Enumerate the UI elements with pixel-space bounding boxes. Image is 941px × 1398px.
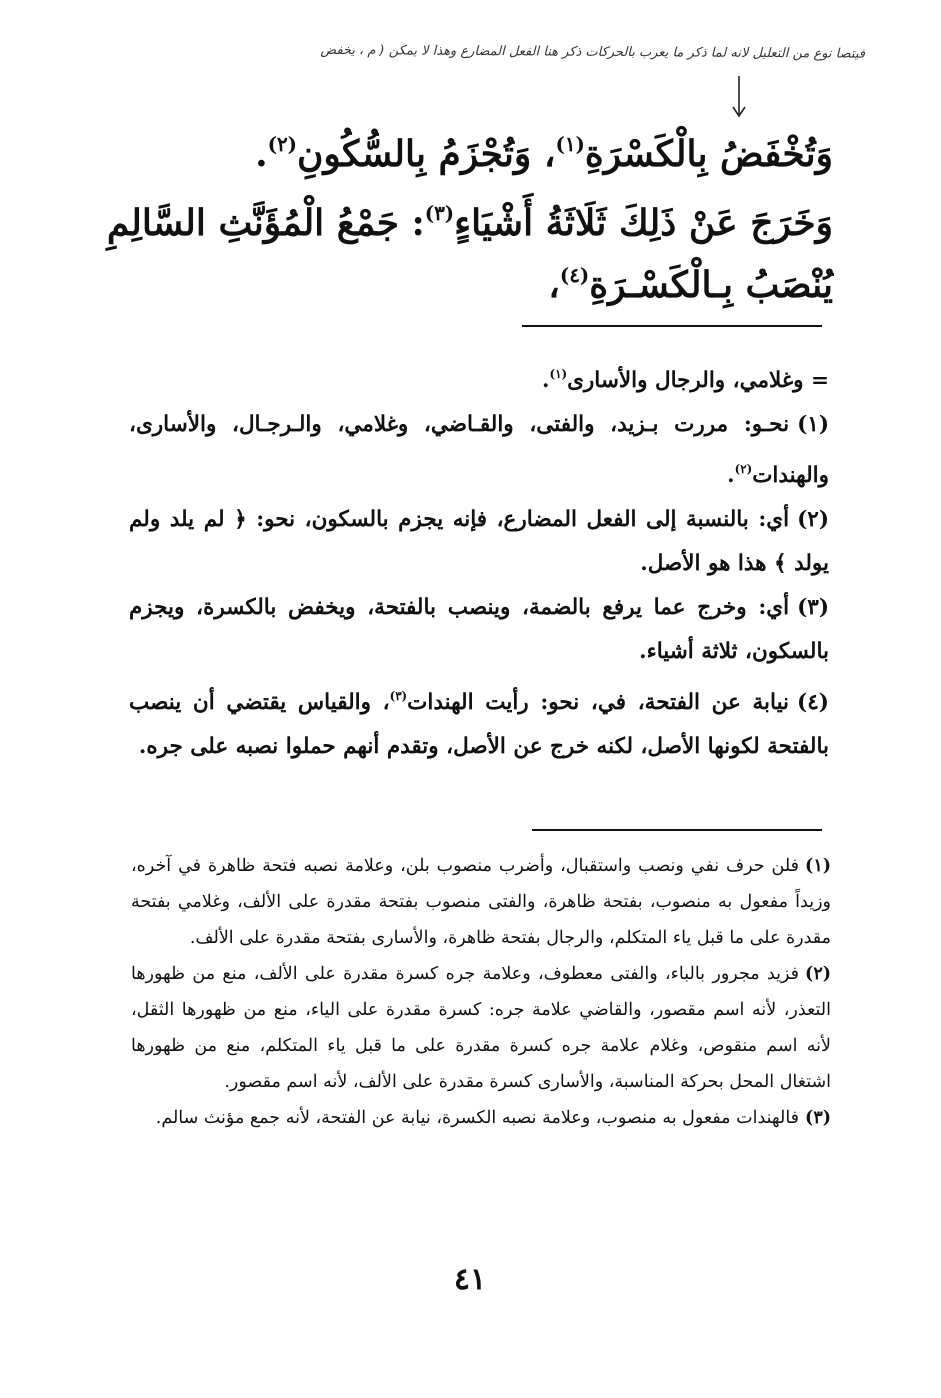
footnote-ref: (٤) xyxy=(559,263,590,287)
footnote-ref: (١) xyxy=(555,132,585,156)
footnote-number: (١) xyxy=(805,856,831,876)
main-text-segment: : جَمْعُ الْمُؤَنَّثِ السَّالِمِ xyxy=(106,201,425,244)
main-text-line-1 xyxy=(255,122,833,176)
page-number: ٤١ xyxy=(453,1262,487,1297)
main-text-line-2 xyxy=(107,191,833,245)
main-text-segment: ، وَتُجْزَمُ بِالسُّكُونِ xyxy=(296,132,556,175)
note-text: أي: وخرج عما يرفع بالضمة، وينصب بالفتحة، ويخفض بالكسرة، ويجزم بالسكون، ثلاثة أشياء. xyxy=(129,594,829,664)
note-text: أي: بالنسبة إلى الفعل المضارع، فإنه يجزم بالسكون، نحو: ﴿ لم يلد ولم يولد ﴾ هذا هو الأصل. xyxy=(129,506,829,576)
footnote-text: فلن حرف نفي ونصب واستقبال، وأضرب منصوب بلن، وعلامة نصبه فتحة ظاهرة في آخره، وزيداً مفعول به منصوب، بفتحة ظاهرة، والفتى منصوب بفتحة مقدرة على الألف، وغلامي بفتحة مقدرة على ما قبل ياء المتكلم، والرجال بفتحة ظاهرة، والأسارى بفتحة مقدرة على الألف. xyxy=(131,856,831,948)
divider-line xyxy=(532,829,822,831)
note-item xyxy=(129,674,829,769)
footnote-number: (٢) xyxy=(805,964,831,984)
main-text-segment: وَتُخْفَضُ بِالْكَسْرَةِ xyxy=(584,132,833,175)
note-number: (٢) xyxy=(797,506,829,532)
note-continuation xyxy=(129,352,829,403)
footnote-ref: (٢) xyxy=(267,132,297,156)
footnote-item xyxy=(131,1100,831,1136)
note-item xyxy=(129,403,829,498)
main-text-segment: ، xyxy=(548,263,560,306)
footnote-item xyxy=(131,956,831,1100)
note-text: = وغلامي، والرجال والأسارى xyxy=(567,367,829,393)
note-number: (٤) xyxy=(797,689,829,715)
note-item xyxy=(129,498,829,586)
commentary-notes xyxy=(129,352,829,769)
main-text-segment: وَخَرَجَ عَنْ ذَلِكَ ثَلَاثَةُ أَشْيَاءٍ xyxy=(454,201,833,244)
note-item xyxy=(129,586,829,674)
main-text-segment: . xyxy=(255,132,268,175)
note-text: نحـو: مررت بـزيد، والفتى، والقـاضي، وغلامي، والـرجـال، والأسارى، والهندات xyxy=(129,411,829,488)
handwritten-annotation: فيتصا نوع من التعليل لانه لما ذكر ما يعرب بالحركات ذكر هنا الفعل المضارع وهذا لا يمكن ( م ، يخفض xyxy=(320,42,866,62)
footnote-text: فزيد مجرور بالباء، والفتى معطوف، وعلامة جره كسرة مقدرة على الألف، منع من ظهورها التعذر، لأنه اسم مقصور، والقاضي علامة جره: كسرة مقدرة على الياء، منع من ظهورها الثقل، لأنه اسم منقوص، وغلام علامة جره كسرة مقدرة على ما قبل ياء المتكلم، منع من ظهورها اشتغال المحل بحركة المناسبة، والأسارى كسرة مقدرة على الألف، لأنه اسم مقصور. xyxy=(131,964,831,1092)
divider-line xyxy=(522,325,822,327)
main-text-segment: يُنْصَبُ بِـالْكَسْـرَةِ xyxy=(589,263,833,306)
note-text: . xyxy=(542,367,550,393)
main-text-line-3 xyxy=(548,253,833,307)
note-text: نيابة عن الفتحة، في، نحو: رأيت الهندات xyxy=(407,689,790,715)
note-text: ، والقياس يقتضي أن ينصب بالفتحة لكونها الأصل، لكنه خرج عن الأصل، وتقدم أنهم حملوا نصبه على جره. xyxy=(129,689,829,759)
down-arrow-icon xyxy=(729,74,749,120)
footnote-number: (٣) xyxy=(805,1108,831,1128)
footnotes xyxy=(131,848,831,1136)
footnote-text: فالهندات مفعول به منصوب، وعلامة نصبه الكسرة، نيابة عن الفتحة، لأنه جمع مؤنث سالم. xyxy=(155,1108,800,1128)
note-number: (٣) xyxy=(797,594,829,620)
footnote-ref: (١) xyxy=(549,367,568,381)
footnote-ref: (٣) xyxy=(389,688,408,703)
footnote-ref: (٣) xyxy=(424,201,455,225)
footnote-ref: (٢) xyxy=(734,461,753,476)
note-text: . xyxy=(727,462,735,488)
note-number: (١) xyxy=(797,411,829,437)
footnote-item xyxy=(131,848,831,956)
